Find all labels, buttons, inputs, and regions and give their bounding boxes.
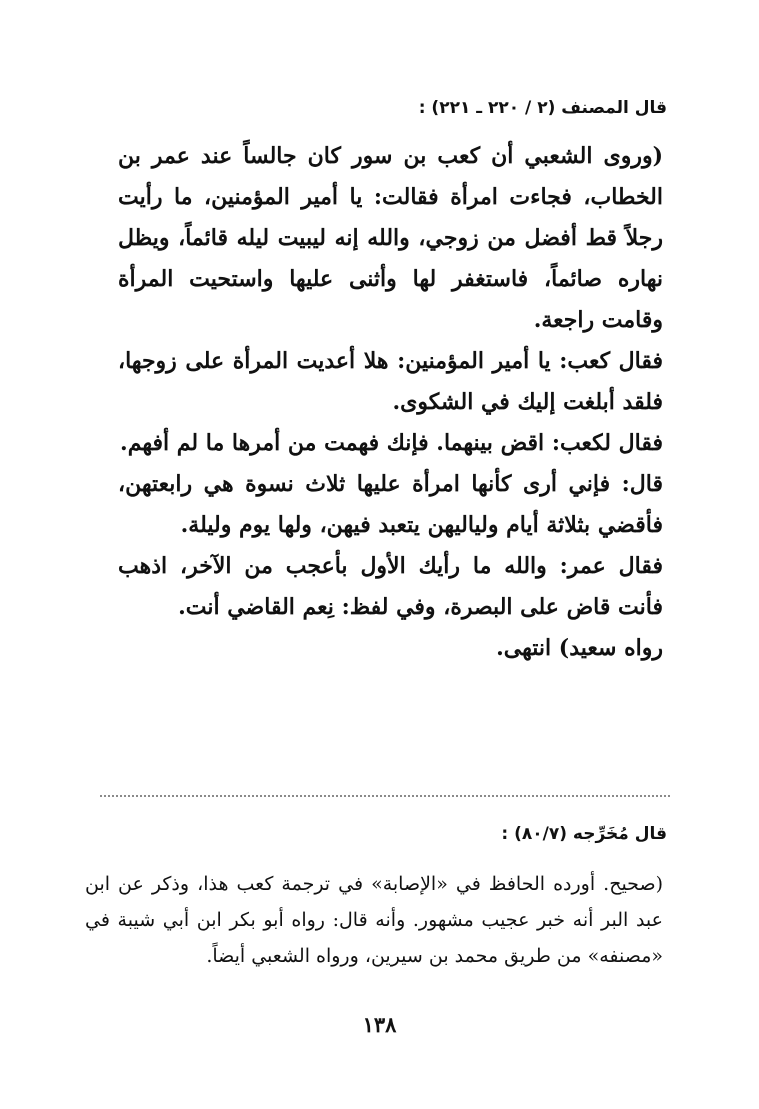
- takhrij-paragraph: (صحيح. أورده الحافظ في «الإصابة» في ترجمة كعب هذا، وذكر عن ابن عبد البر أنه خبر عجيب مشهور. وأنه قال: رواه أبو بكر ابن أبي شيبة في «مصنفه» من طريق محمد بن سيرين، ورواه الشعبي أيضاً.: [85, 873, 663, 967]
- main-paragraph: فقال كعب: يا أمير المؤمنين: هلا أعديت المرأة على زوجها، فلقد أبلغت إليك في الشكوى.: [118, 348, 663, 415]
- main-paragraph: (وروى الشعبي أن كعب بن سور كان جالساً عند عمر بن الخطاب، فجاءت امرأة فقالت: يا أمير المؤمنين، ما رأيت رجلاً قط أفضل من زوجي، والله إنه ليبيت ليله قائماً، ويظل نهاره صائماً، فاستغفر لها وأثنى عليها واستحيت المرأة وقامت راجعة.: [118, 143, 663, 333]
- takhrij-text: [85, 866, 663, 974]
- main-paragraph: فقال عمر: والله ما رأيك الأول بأعجب من الآخر، اذهب فأنت قاض على البصرة، وفي لفظ: نِعم القاضي أنت.: [118, 553, 663, 620]
- main-paragraph: قال: فإني أرى كأنها امرأة عليها ثلاث نسوة هي رابعتهن، فأقضي بثلاثة أيام ولياليهن يتعبد فيهن، ولها يوم وليلة.: [118, 471, 663, 538]
- author-heading: قال المصنف (٢ / ٢٢٠ ـ ٢٢١) :: [418, 98, 667, 118]
- page-number: ١٣٨: [362, 1012, 397, 1037]
- main-quotation: [118, 136, 663, 669]
- main-paragraph: فقال لكعب: اقض بينهما. فإنك فهمت من أمرها ما لم أفهم.: [120, 430, 663, 456]
- main-paragraph: رواه سعيد) انتهى.: [496, 635, 663, 661]
- takhrij-heading: قال مُخَرِّجه (٨٠/٧) :: [501, 824, 667, 844]
- section-divider: [100, 795, 670, 797]
